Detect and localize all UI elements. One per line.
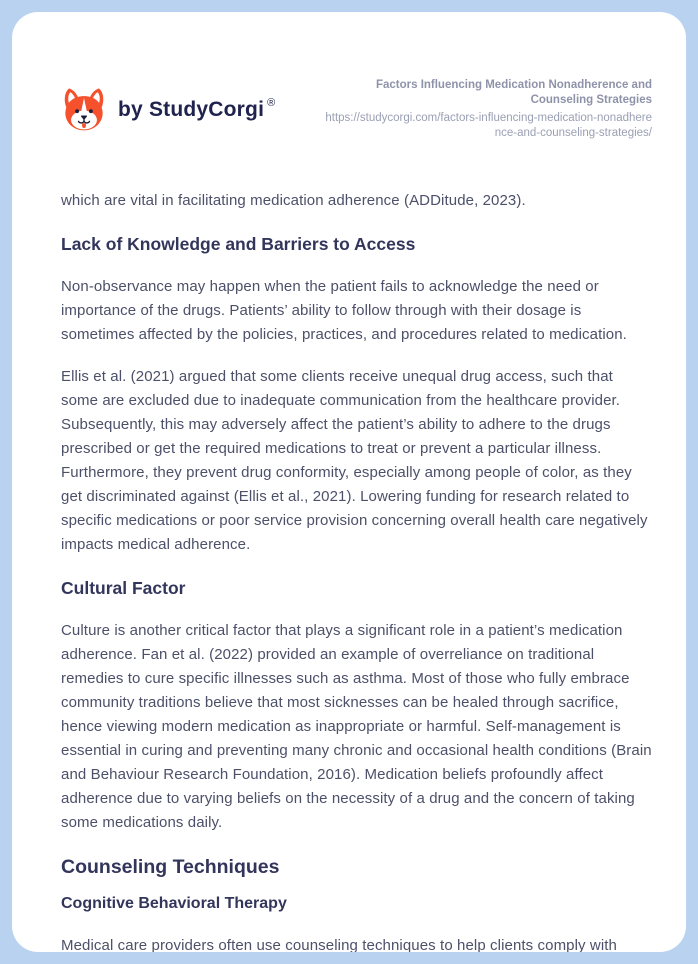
document-header: [61, 78, 652, 141]
section-heading-cultural-factor: Cultural Factor: [61, 578, 186, 598]
paragraph: Medical care providers often use counseling techniques to help clients comply with: [61, 937, 617, 952]
document-card: [12, 12, 686, 952]
section-heading-counseling-techniques: Counseling Techniques: [61, 856, 280, 878]
paragraph: Culture is another critical factor that plays a significant role in a patient’s medication adherence. Fan et al. (2022) provided an example of overreliance on traditional remedies to cure specific illnesses such as asthma. Most of those who fully embrace community traditions believe that most sicknesses can be healed through sacrifice, hence viewing modern medication as inappropriate or harmful. Self-management is essential in curing and preventing many chronic and occasional health conditions (Brain and Behaviour Research Foundation, 2016). Medication beliefs profoundly affect adherence due to varying beliefs on the necessity of a drug and the concern of taking some medications daily.: [61, 622, 652, 831]
brand: [61, 85, 275, 134]
paragraph: Non-observance may happen when the patient fails to acknowledge the need or importance of the drugs. Patients’ ability to follow through with their dosage is sometimes affected by the policies, practices, and procedures related to medication.: [61, 278, 627, 343]
document-meta: [322, 78, 652, 141]
document-title: Factors Influencing Medication Nonadherence and Counseling Strategies: [375, 79, 652, 106]
brand-name: by StudyCorgi ®: [118, 97, 276, 121]
subsection-heading-cognitive-behavioral-therapy: Cognitive Behavioral Therapy: [61, 895, 287, 912]
document-body: [61, 189, 652, 952]
document-url-link[interactable]: https://studycorgi.com/factors-influencing-medication-nonadherence-and-counseling-strategies/: [325, 112, 652, 139]
paragraph-fragment: which are vital in facilitating medication adherence (ADDitude, 2023).: [61, 192, 526, 209]
trademark-symbol: ®: [267, 97, 276, 109]
paragraph: Ellis et al. (2021) argued that some clients receive unequal drug access, such that some are excluded due to inadequate communication from the healthcare provider. Subsequently, this may adversely affect the patient’s ability to adhere to the drugs prescribed or get the required medications to treat or prevent a particular illness. Furthermore, they prevent drug conformity, especially among people of color, as they get discriminated against (Ellis et al., 2021). Lowering funding for research related to specific medications or poor service provision concerning overall health care negatively impacts medical adherence.: [61, 368, 648, 553]
section-heading-lack-of-knowledge: Lack of Knowledge and Barriers to Access: [61, 234, 416, 254]
studycorgi-corgi-icon: [61, 85, 107, 134]
